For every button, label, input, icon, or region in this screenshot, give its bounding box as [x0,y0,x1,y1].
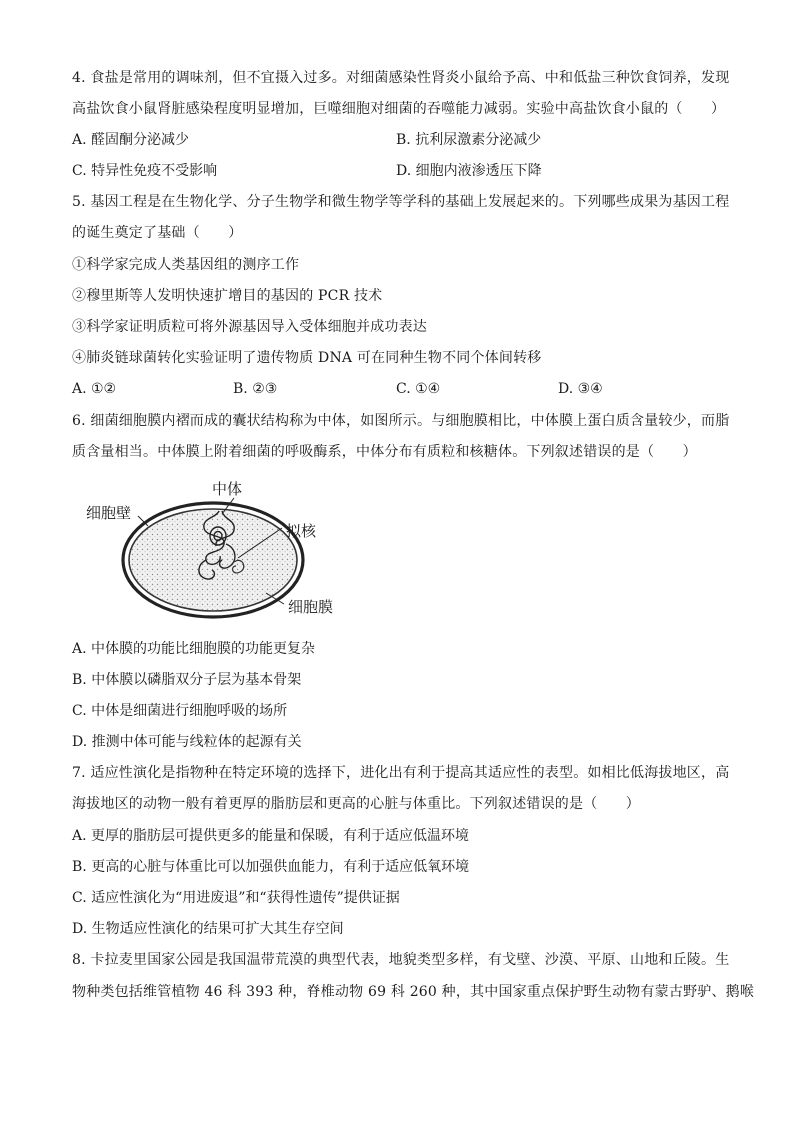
label-mesosome: 中体 [212,480,243,498]
q7-option-d: D. 生物适应性演化的结果可扩大其生存空间 [72,921,344,937]
q5-option-c: C. ①④ [396,381,441,397]
q4-option-b: B. 抗利尿激素分泌减少 [396,132,542,148]
q8-stem-line1: 8. 卡拉麦里国家公园是我国温带荒漠的典型代表，地貌类型多样，有戈壁、沙漠、平原、山地和丘陵。生 [72,952,730,968]
q7-option-a: A. 更厚的脂肪层可提供更多的能量和保暖，有利于适应低温环境 [72,828,470,844]
q5-item-4: ④肺炎链球菌转化实验证明了遗传物质 DNA 可在同种生物不同个体间转移 [72,350,542,366]
q6-stem-line1: 6. 细菌细胞膜内褶而成的囊状结构称为中体，如图所示。与细胞膜相比，中体膜上蛋白质含量较少，而脂 [72,413,730,429]
q5-stem-line2: 的诞生奠定了基础（ ） [72,225,243,241]
q4-option-a: A. 醛固酮分泌减少 [72,132,190,148]
q5-option-b: B. ②③ [233,381,278,397]
q7-stem-line1: 7. 适应性演化是指物种在特定环境的选择下，进化出有利于提高其适应性的表型。如相比低海拔地区，高 [72,765,730,781]
bacterium-figure [76,478,356,628]
q5-item-2: ②穆里斯等人发明快速扩增目的基因的 PCR 技术 [72,288,383,304]
q5-item-3: ③科学家证明质粒可将外源基因导入受体细胞并成功表达 [72,319,427,335]
q4-stem-line1: 4. 食盐是常用的调味剂，但不宜摄入过多。对细菌感染性肾炎小鼠给予高、中和低盐三种饮食饲养，发现 [72,70,730,86]
q8-stem-line2: 物种类包括维管植物 46 科 393 种，脊椎动物 69 科 260 种，其中国家重点保护野生动物有蒙古野驴、鹅喉 [72,984,755,1000]
cytoplasm-shape [130,510,296,610]
label-nucleoid: 拟核 [286,522,317,540]
q7-option-b: B. 更高的心脏与体重比可以加强供血能力，有利于适应低氧环境 [72,859,470,875]
label-cell-membrane: 细胞膜 [288,598,334,616]
q7-option-c: C. 适应性演化为“用进废退”和“获得性遗传”提供证据 [72,890,400,906]
q4-stem-line2: 高盐饮食小鼠肾脏感染程度明显增加，巨噬细胞对细菌的吞噬能力减弱。实验中高盐饮食小鼠的（ ） [72,101,726,117]
q7-stem-line2: 海拔地区的动物一般有着更厚的脂肪层和更高的心脏与体重比。下列叙述错误的是（ ） [72,796,640,812]
q6-option-a: A. 中体膜的功能比细胞膜的功能更复杂 [72,641,316,657]
q4-option-d: D. 细胞内液渗透压下降 [396,163,542,179]
q6-option-d: D. 推测中体可能与线粒体的起源有关 [72,734,302,750]
q6-option-b: B. 中体膜以磷脂双分子层为基本骨架 [72,672,302,688]
q4-option-c: C. 特异性免疫不受影响 [72,163,218,179]
q5-item-1: ①科学家完成人类基因组的测序工作 [72,257,300,273]
q6-option-c: C. 中体是细菌进行细胞呼吸的场所 [72,703,288,719]
q5-stem-line1: 5. 基因工程是在生物化学、分子生物学和微生物学等学科的基础上发展起来的。下列哪些成果为基因工程 [72,194,730,210]
q5-option-a: A. ①② [72,381,117,397]
q6-stem-line2: 质含量相当。中体膜上附着细菌的呼吸酶系，中体分布有质粒和核糖体。下列叙述错误的是（ ） [72,444,697,460]
q5-option-d: D. ③④ [558,381,603,397]
label-cell-wall: 细胞壁 [86,504,132,522]
